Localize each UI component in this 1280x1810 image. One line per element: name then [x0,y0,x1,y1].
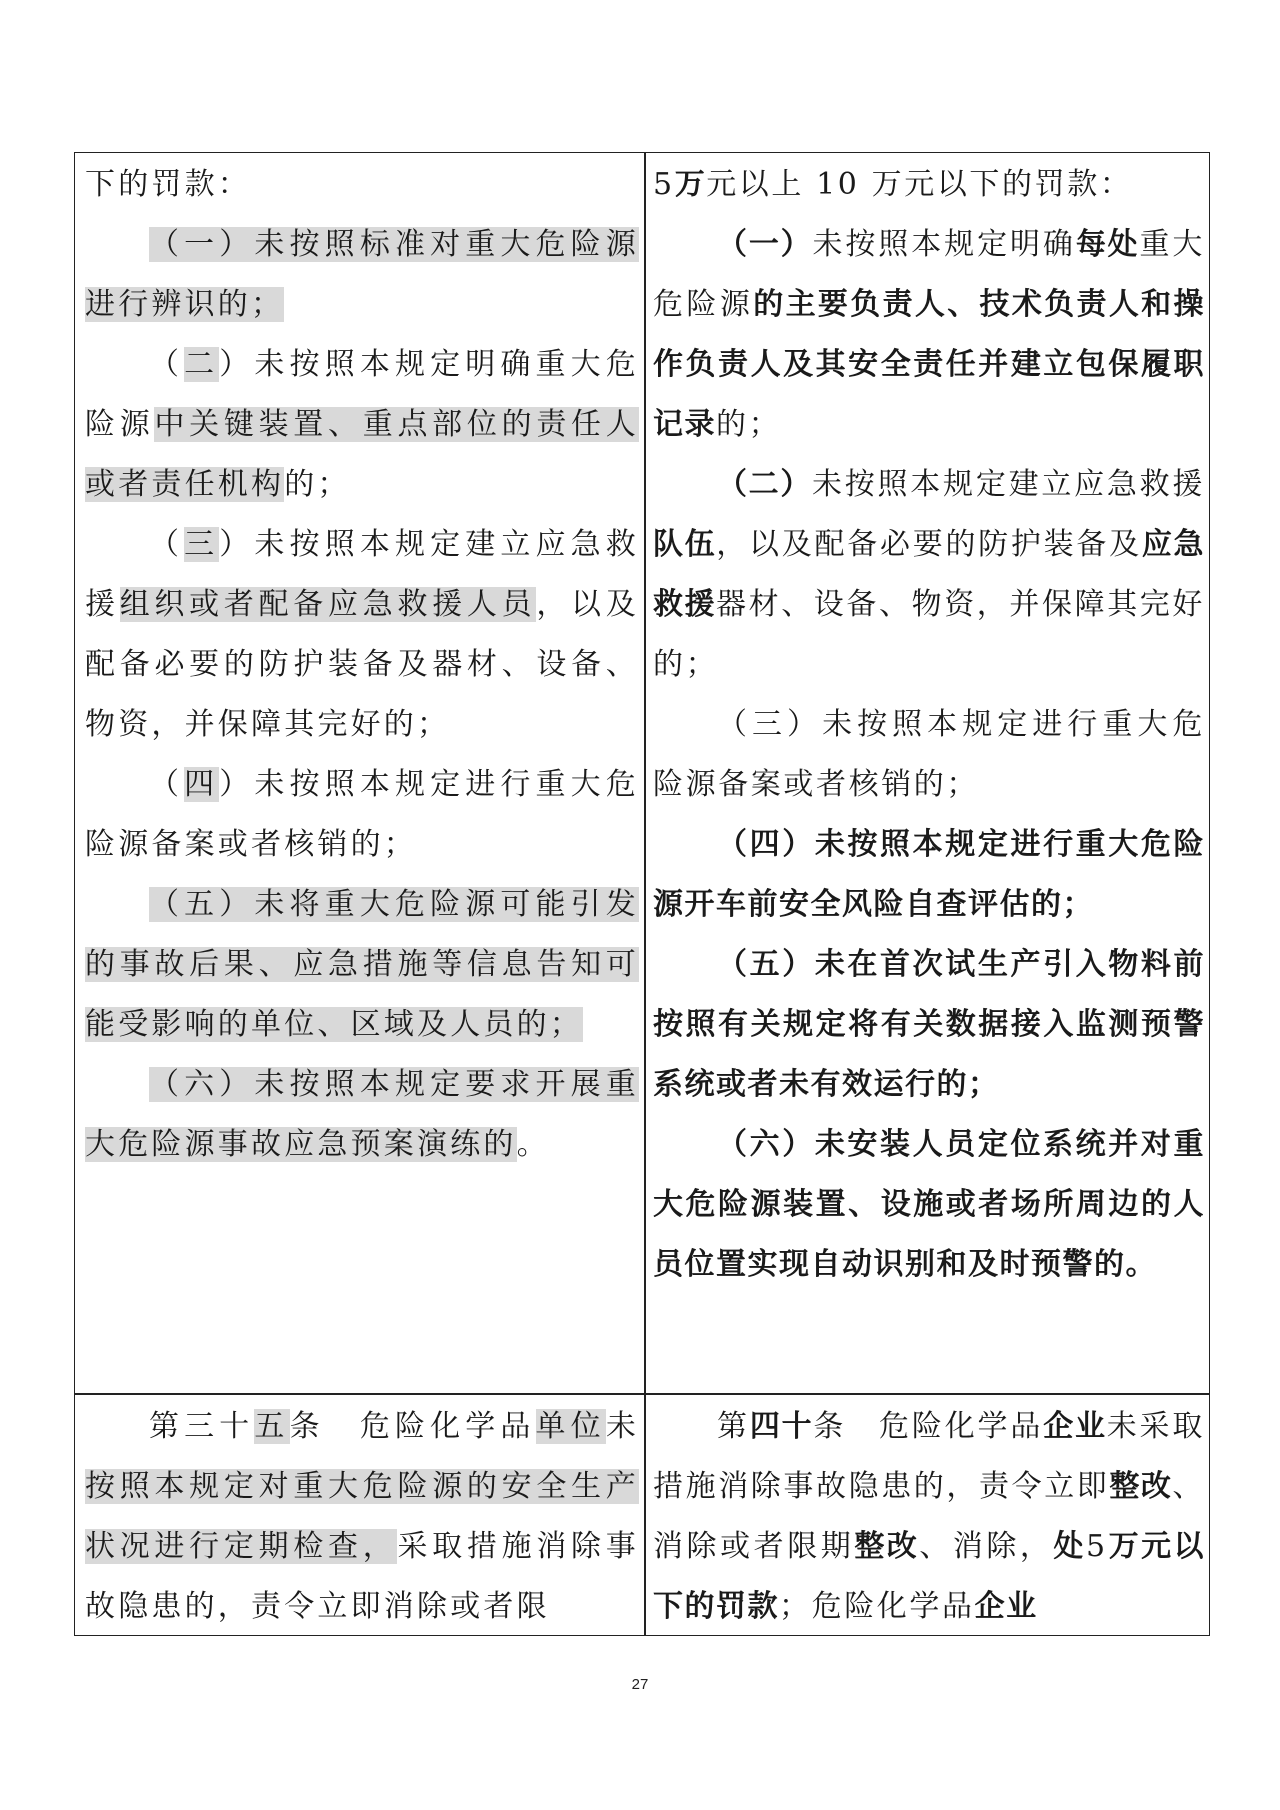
bold-text: 处 [1053,1529,1086,1564]
bold-text: 每处 [1075,227,1140,262]
text: 5 [653,167,675,202]
text: （ [149,347,185,382]
left-para-4 [85,755,639,875]
bold-text: 应急救援 [653,527,1205,622]
text: （三）未按照本规定进行重大危险源备案或者核销的； [653,707,1205,802]
highlight: 三 [184,527,220,562]
right-cell-revised [653,155,1205,1389]
right-para-2 [653,455,1205,695]
bold-text: （二） [717,467,812,502]
text: ，以及配备必要的防护装备及 [716,527,1142,562]
text: ，以及配备必要的防护装备及器材、设备、物资，并保障其完好的； [85,587,639,742]
highlight: 五 [254,1409,290,1444]
highlight: （一）未按照标准对重大危险源进行辨识的； [85,227,639,322]
highlight: （六）未按照本规定要求开展重大危险源事故应急预案演练的 [85,1067,639,1162]
text: 、消除， [919,1529,1054,1564]
bold-text: （五）未在首次试生产引入物料前按照有关规定将有关数据接入监测预警系统或者未有效运行的； [653,947,1205,1102]
left-para-6 [85,1055,639,1175]
left-cell-article-35 [85,1397,639,1633]
text: 的； [284,467,351,502]
text: 第 [717,1409,750,1444]
text: 5 [1085,1529,1108,1564]
column-divider [644,153,646,1635]
bold-text: 四十 [749,1409,814,1444]
highlight: 按照本规定对重大危险源的安全生产状况进行定期检查， [85,1469,639,1564]
right-para-6 [653,1115,1205,1295]
bold-text: 企业 [1043,1409,1107,1444]
text: ）未按照本规定明确重大危险源 [85,347,639,442]
text: 、消除或者限期 [653,1469,1205,1564]
text: 未按照本规定明确 [812,227,1076,262]
left-cell-original [85,155,639,1389]
text: 的； [716,407,782,442]
right-para-5 [653,935,1205,1115]
text: 元以上 10 万元以下的罚款： [706,167,1133,202]
text: 下的罚款： [85,167,251,202]
right-article-para [653,1397,1205,1633]
text: 采取措施消除事故隐患的，责令立即消除或者限 [85,1529,639,1624]
text: 未 [605,1409,639,1444]
row-divider [75,1393,1209,1395]
bold-text: 整改 [854,1529,920,1564]
bold-text: （六）未安装人员定位系统并对重大危险源装置、设施或者场所周边的人员位置实现自动识别和及时预警的。 [653,1127,1205,1282]
text: ）未按照本规定建立应急救援 [85,527,639,622]
highlight: 单位 [535,1409,606,1444]
right-para-4 [653,815,1205,935]
text: （ [149,527,185,562]
comparison-table [74,152,1210,1636]
bold-text: （四）未按照本规定进行重大危险源开车前安全风险自查评估的； [653,827,1205,922]
text: ）未按照本规定进行重大危险源备案或者核销的； [85,767,639,862]
text: 器材、设备、物资，并保障其完好的； [653,587,1205,682]
text: 未按照本规定建立应急救援 [812,467,1205,502]
right-cell-article-40 [653,1397,1205,1633]
text: 重大危险源 [653,227,1205,322]
right-para-1 [653,215,1205,455]
text: 条 危险化学品 [289,1409,536,1444]
text: （ [149,767,185,802]
bold-text: 万 [674,167,707,202]
text: 未采取措施消除事故隐患的，责令立即 [653,1409,1205,1504]
left-para-5 [85,875,639,1055]
page-number: 27 [631,1676,649,1693]
bold-text: 的主要负责人、技术负责人和操作负责人及其安全责任并建立包保履职记录 [653,287,1205,442]
text: ；危险化学品 [779,1589,975,1624]
left-article-para [85,1397,639,1633]
bold-text: 整改 [1109,1469,1173,1504]
bold-text: 企业 [974,1589,1038,1624]
bold-text: 队伍 [653,527,717,562]
highlight: 组织或者配备应急救援人员 [119,587,537,622]
left-para-2 [85,335,639,515]
highlight: 二 [184,347,220,382]
highlight: （五）未将重大危险源可能引发的事故后果、应急措施等信息告知可能受影响的单位、区域及人员的； [85,887,639,1042]
text: 条 危险化学品 [813,1409,1044,1444]
highlight: 中关键装置、重点部位的责任人或者责任机构 [85,407,639,502]
right-para-0 [653,155,1205,215]
left-para-0 [85,155,639,215]
highlight: 四 [184,767,220,802]
right-para-3 [653,695,1205,815]
left-para-3 [85,515,639,755]
text: 第三十 [149,1409,255,1444]
bold-text: 万元以下的罚款 [653,1529,1205,1624]
text: 。 [516,1127,550,1162]
left-para-1 [85,215,639,335]
bold-text: （一） [717,227,813,262]
